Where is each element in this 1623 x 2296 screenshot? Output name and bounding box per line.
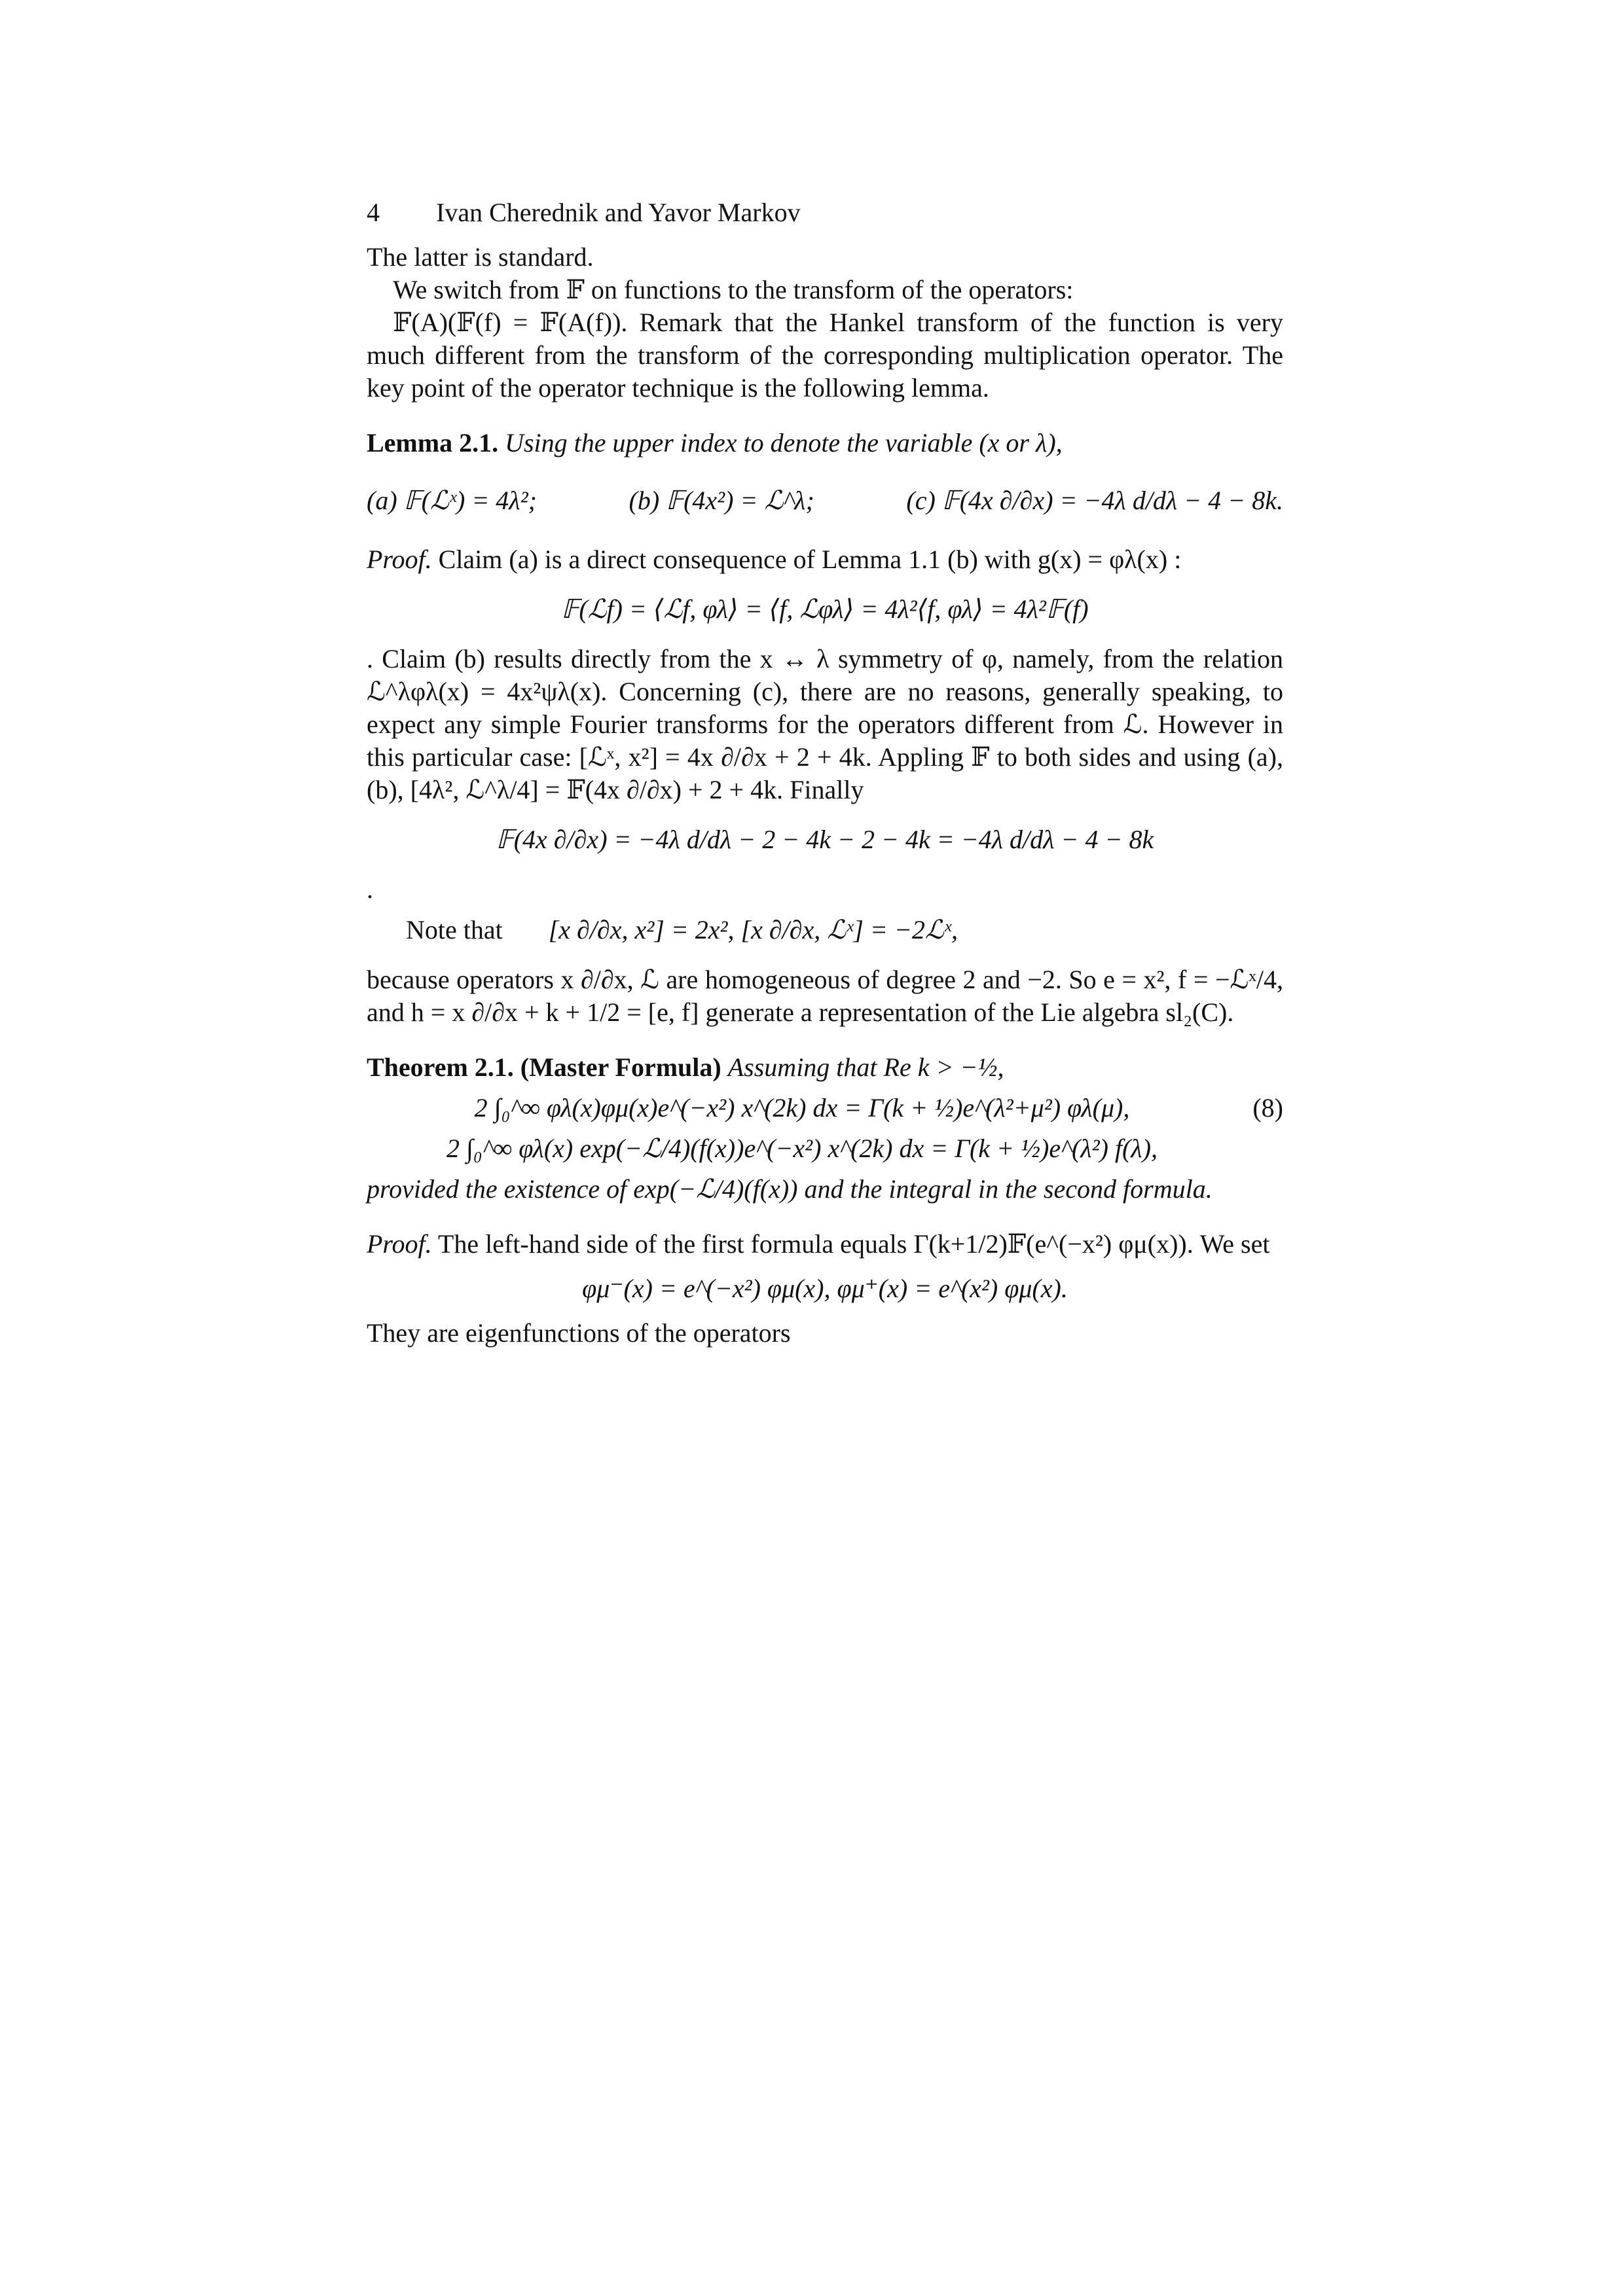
paragraph: We switch from 𝔽 on functions to the transform of the operators: (393, 275, 1074, 304)
display-equation: φμ⁻(x) = e^(−x²) φμ(x), φμ⁺(x) = e^(x²) φμ(x). (582, 1274, 1068, 1303)
lemma-item-a: (a) 𝔽(ℒˣ) = 4λ²; (367, 486, 537, 515)
lemma-item-c: (c) 𝔽(4x ∂/∂x) = −4λ d/dλ − 4 − 8k. (906, 486, 1283, 515)
period-mark: . (367, 874, 373, 904)
theorem-name: (Master Formula) (520, 1052, 721, 1082)
proof-paragraph (367, 543, 1283, 576)
paragraph: because operators x ∂/∂x, ℒ are homogeneous of degree 2 and −2. So e = x², f = −ℒˣ/4, and h = x ∂/∂x + k + 1/2 = [e, f] generate a representation of the Lie algebra sl₂(C). (367, 965, 1283, 1027)
theorem-statement (367, 1051, 1283, 1084)
equation-row (367, 1132, 1283, 1165)
running-authors: Ivan Cherednik and Yavor Markov (436, 198, 801, 227)
display-equation: 2 ∫₀^∞ φλ(x) exp(−ℒ/4)(f(x))e^(−x²) x^(2k) dx = Γ(k + ½)e^(λ²) f(λ), (446, 1134, 1158, 1163)
display-equation: 𝔽(4x ∂/∂x) = −4λ d/dλ − 2 − 4k − 2 − 4k = −4λ d/dλ − 4 − 8k (496, 825, 1154, 854)
page-number: 4 (367, 198, 380, 227)
display-equation: [x ∂/∂x, x²] = 2x², [x ∂/∂x, ℒˣ] = −2ℒˣ, (548, 915, 958, 944)
theorem-proviso: provided the existence of exp(−ℒ/4)(f(x)) and the integral in the second formula. (367, 1174, 1213, 1204)
paragraph: 𝔽(A)(𝔽(f) = 𝔽(A(f)). Remark that the Hankel transform of the function is very much different from the transform of the corresponding multiplication operator. The key point of the operator technique is the following lemma. (367, 308, 1283, 403)
lemma-item-b: (b) 𝔽(4x²) = ℒ^λ; (629, 486, 814, 515)
lemma-title: Lemma 2.1. (367, 428, 499, 457)
proof-text: Claim (a) is a direct consequence of Lemma 1.1 (b) with g(x) = φλ(x) : (438, 545, 1182, 574)
proof-label: Proof. (367, 1229, 432, 1259)
paragraph: They are eigenfunctions of the operators (367, 1318, 791, 1348)
paragraph: The latter is standard. (367, 242, 594, 272)
paper-page (367, 196, 1283, 1350)
equation-number: (8) (1252, 1093, 1283, 1122)
note-label: Note that (406, 915, 503, 944)
theorem-text: Assuming that Re k > −½, (727, 1052, 1004, 1082)
note-line (406, 914, 1283, 946)
proof-paragraph (367, 1228, 1283, 1261)
display-equation: 2 ∫₀^∞ φλ(x)φμ(x)e^(−x²) x^(2k) dx = Γ(k + ½)e^(λ²+μ²) φλ(μ), (474, 1093, 1130, 1122)
theorem-title: Theorem 2.1. (367, 1052, 514, 1082)
lemma-formulas (367, 484, 1283, 517)
proof-text: The left-hand side of the first formula equals Γ(k+1/2)𝔽(e^(−x²) φμ(x)). We set (437, 1229, 1270, 1259)
display-equation: 𝔽(ℒf) = ⟨ℒf, φλ⟩ = ⟨f, ℒφλ⟩ = 4λ²⟨f, φλ⟩ = 4λ²𝔽(f) (561, 594, 1089, 624)
proof-label: Proof. (367, 545, 432, 574)
lemma-statement (367, 427, 1283, 459)
proof-paragraph: . Claim (b) results directly from the x ↔ λ symmetry of φ, namely, from the relation ℒ^λφλ(x) = 4x²ψλ(x). Concerning (c), there are no reasons, generally speaking, to expect any simple Fourier transforms for the operators different from ℒ. However in this particular case: [ℒˣ, x²] = 4x ∂/∂x + 2 + 4k. Appling 𝔽 to both sides and using (a), (b), [4λ², ℒ^λ/4] = 𝔽(4x ∂/∂x) + 2 + 4k. Finally (367, 644, 1283, 804)
lemma-text: Using the upper index to denote the variable (x or λ), (505, 428, 1063, 457)
running-header (367, 196, 1283, 229)
equation-row (367, 1092, 1283, 1124)
